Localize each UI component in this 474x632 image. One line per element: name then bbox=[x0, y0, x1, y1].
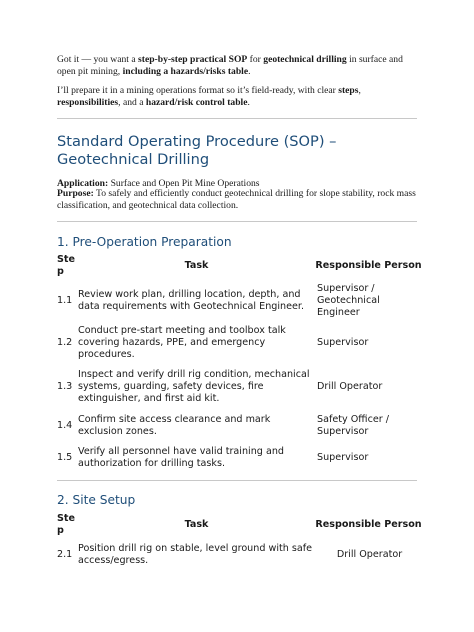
task-text: Inspect and verify drill rig condition, mechanical systems, guarding, safety devices, fire extinguisher, and first aid kit. bbox=[78, 369, 310, 404]
intro-paragraph-1: Got it — you want a step-by-step practical SOP for geotechnical drilling in surface and open pit mining, including a hazards/risks table. bbox=[57, 54, 403, 77]
step-number: 1.5 bbox=[57, 452, 73, 463]
pre-operation-table bbox=[52, 252, 422, 474]
step-number: 1.3 bbox=[57, 381, 73, 392]
task-text: Review work plan, drilling location, depth, and data requirements with Geotechnical Engineer. bbox=[78, 289, 305, 312]
table-row bbox=[52, 364, 422, 410]
application-line: Application: Surface and Open Pit Mine Operations bbox=[57, 178, 260, 189]
table-row bbox=[52, 442, 422, 474]
column-header-task: Task bbox=[184, 260, 209, 271]
responsible-person: Drill Operator bbox=[336, 549, 403, 560]
step-number: 2.1 bbox=[57, 549, 73, 560]
divider bbox=[57, 221, 417, 222]
column-header-task: Task bbox=[184, 519, 209, 530]
table-header-row bbox=[52, 252, 422, 280]
divider bbox=[57, 480, 417, 481]
table-header-row bbox=[52, 511, 422, 539]
column-header-step: Ste p bbox=[57, 254, 76, 277]
responsible-person: Supervisor / Geotechnical Engineer bbox=[317, 283, 380, 318]
responsible-person: Safety Officer / Supervisor bbox=[317, 414, 389, 437]
column-header-responsible: Responsible Person bbox=[315, 260, 422, 271]
table-row bbox=[52, 280, 422, 322]
step-number: 1.1 bbox=[57, 295, 73, 306]
task-text: Position drill rig on stable, level ground with safe access/egress. bbox=[78, 543, 313, 566]
divider bbox=[57, 118, 417, 119]
task-text: Verify all personnel have valid training and authorization for drilling tasks. bbox=[78, 446, 284, 469]
intro-paragraph-2: I’ll prepare it in a mining operations format so it’s field-ready, with clear steps, responsibilities, and a hazard/risk control table. bbox=[57, 85, 361, 108]
table-row bbox=[52, 322, 422, 364]
site-setup-table bbox=[52, 511, 422, 571]
purpose-line: Purpose: To safely and efficiently conduct geotechnical drilling for slope stability, rock mass classification, and geotechnical data collection. bbox=[57, 188, 416, 211]
step-number: 1.4 bbox=[57, 420, 73, 431]
step-number: 1.2 bbox=[57, 337, 73, 348]
document-title: Standard Operating Procedure (SOP) – Geotechnical Drilling bbox=[57, 133, 337, 168]
task-text: Confirm site access clearance and mark exclusion zones. bbox=[78, 414, 271, 437]
table-row bbox=[52, 410, 422, 442]
responsible-person: Supervisor bbox=[317, 452, 369, 463]
responsible-person: Supervisor bbox=[317, 337, 369, 348]
table-row bbox=[52, 539, 422, 571]
task-text: Conduct pre-start meeting and toolbox talk covering hazards, PPE, and emergency procedures. bbox=[78, 325, 286, 360]
column-header-step: Ste p bbox=[57, 513, 76, 536]
column-header-responsible: Responsible Person bbox=[315, 519, 422, 530]
section-heading-pre-operation: 1. Pre-Operation Preparation bbox=[57, 235, 232, 249]
section-heading-site-setup: 2. Site Setup bbox=[57, 493, 136, 507]
responsible-person: Drill Operator bbox=[317, 381, 383, 392]
